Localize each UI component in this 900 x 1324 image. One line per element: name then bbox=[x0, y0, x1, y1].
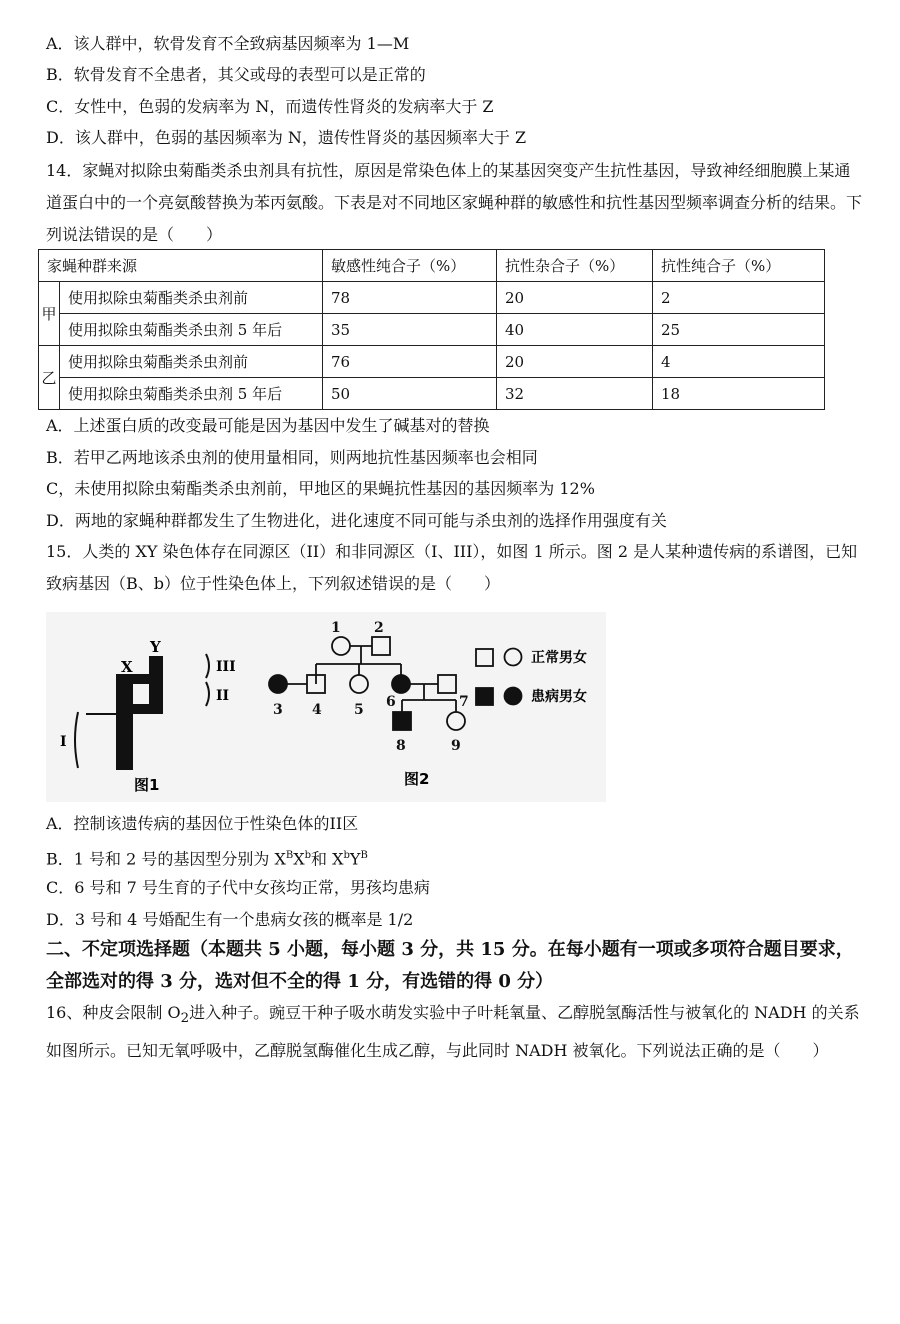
q13-option-b: B．软骨发育不全患者，其父或母的表型可以是正常的 bbox=[46, 65, 426, 84]
y-chromosome bbox=[149, 656, 163, 714]
table-cell: 4 bbox=[653, 346, 825, 378]
q15-stem: 15．人类的 XY 染色体存在同源区（II）和非同源区（I、III），如图 1 所示。图 2 是人某种遗传病的系谱图，已知致病基因（B、b）位于性染色体上，下列叙述错误的是（ ） bbox=[46, 542, 858, 593]
superscript: b bbox=[304, 850, 312, 861]
q13-option-d: D．该人群中，色弱的基因频率为 N，遗传性肾炎的基因频率大于 Z bbox=[46, 128, 527, 147]
q15-option-d: D．3 号和 4 号婚配生有一个患病女孩的概率是 1/2 bbox=[46, 910, 414, 929]
individual-9 bbox=[447, 712, 465, 730]
table-cell: 2 bbox=[653, 282, 825, 314]
individual-5 bbox=[350, 675, 368, 693]
label-6: 6 bbox=[386, 694, 396, 710]
q14-option-b: B．若甲乙两地该杀虫剂的使用量相同，则两地抗性基因频率也会相同 bbox=[46, 448, 538, 467]
figure-svg bbox=[46, 612, 606, 802]
legend-normal-female bbox=[505, 649, 522, 666]
table-cell: 20 bbox=[497, 282, 653, 314]
legend-normal-male bbox=[476, 649, 493, 666]
superscript: B bbox=[285, 850, 294, 861]
text-segment: Y bbox=[349, 849, 361, 869]
table-header: 家蝇种群来源 bbox=[39, 250, 323, 282]
table-cell: 使用拟除虫菊酯类杀虫剂 5 年后 bbox=[60, 378, 323, 410]
table-cell: 35 bbox=[323, 314, 497, 346]
table-row bbox=[39, 314, 825, 346]
legend-affected-female bbox=[505, 688, 522, 705]
pedigree-chart bbox=[269, 637, 522, 730]
q15-option-b bbox=[46, 846, 368, 869]
fig1-caption: 图1 bbox=[134, 776, 160, 794]
region-i-brace bbox=[75, 712, 78, 768]
table-cell: 使用拟除虫菊酯类杀虫剂前 bbox=[60, 282, 323, 314]
table-cell: 76 bbox=[323, 346, 497, 378]
q15-figure bbox=[46, 612, 606, 802]
legend-affected-male bbox=[476, 688, 493, 705]
text-segment: 进入种子。豌豆干种子吸水萌发实验中子叶耗氧量、乙醇脱氢酶活性与被氧化的 NADH 的关系如图所示。已知无氧呼吸中，乙醇脱氢酶催化生成乙醇，与此同时 NADH 被氧化。下列说法正确的是（ ） bbox=[46, 1003, 860, 1061]
subscript: 2 bbox=[180, 1011, 190, 1027]
table-cell: 50 bbox=[323, 378, 497, 410]
table-header: 抗性杂合子（%） bbox=[497, 250, 653, 282]
region-cell: 甲 bbox=[39, 282, 60, 346]
table-header-row bbox=[39, 250, 825, 282]
legend-affected-label: 患病男女 bbox=[531, 689, 587, 705]
region-iii-brace bbox=[206, 654, 209, 678]
region-ii-brace bbox=[206, 682, 209, 706]
table-cell: 25 bbox=[653, 314, 825, 346]
table-header: 抗性纯合子（%） bbox=[653, 250, 825, 282]
q14-option-c: C，未使用拟除虫菊酯类杀虫剂前，甲地区的果蝇抗性基因的基因频率为 12% bbox=[46, 479, 595, 498]
superscript: B bbox=[360, 850, 368, 861]
label-1: 1 bbox=[331, 620, 341, 636]
chromosome-link bbox=[133, 704, 149, 714]
section-2-heading: 二、不定项选择题（本题共 5 小题，每小题 3 分，共 15 分。在每小题有一项或多项符合题目要求，全部选对的得 3 分，选对但不全的得 1 分，有选错的得 0 分） bbox=[46, 939, 854, 992]
region-iii-label: III bbox=[216, 659, 236, 675]
region-cell: 乙 bbox=[39, 346, 60, 410]
individual-6 bbox=[392, 675, 410, 693]
y-label: Y bbox=[150, 638, 161, 656]
text-segment: 和 X bbox=[311, 849, 344, 869]
label-2: 2 bbox=[374, 620, 384, 636]
q14-option-d: D．两地的家蝇种群都发生了生物进化，进化速度不同可能与杀虫剂的选择作用强度有关 bbox=[46, 511, 667, 530]
pedigree-labels bbox=[273, 620, 469, 754]
label-3: 3 bbox=[273, 702, 283, 718]
table-cell: 78 bbox=[323, 282, 497, 314]
text-segment: 16、种皮会限制 O bbox=[46, 1003, 181, 1022]
text-segment: B．1 号和 2 号的基因型分别为 X bbox=[46, 849, 286, 869]
individual-7 bbox=[438, 675, 456, 693]
table-cell: 40 bbox=[497, 314, 653, 346]
q13-option-c: C．女性中，色弱的发病率为 N，而遗传性肾炎的发病率大于 Z bbox=[46, 97, 494, 116]
individual-3 bbox=[269, 675, 287, 693]
chromosome-link bbox=[133, 674, 149, 684]
table-row bbox=[39, 378, 825, 410]
superscript: b bbox=[343, 850, 350, 861]
label-4: 4 bbox=[312, 702, 322, 718]
q14-data-table bbox=[38, 249, 825, 410]
individual-8 bbox=[393, 712, 411, 730]
x-label: X bbox=[121, 658, 133, 676]
q16-stem bbox=[46, 997, 866, 1067]
individual-2 bbox=[372, 637, 390, 655]
table-cell: 32 bbox=[497, 378, 653, 410]
table-cell: 20 bbox=[497, 346, 653, 378]
x-chromosome bbox=[116, 674, 133, 770]
q14-option-a: A．上述蛋白质的改变最可能是因为基因中发生了碱基对的替换 bbox=[46, 416, 490, 435]
label-5: 5 bbox=[354, 702, 364, 718]
label-9: 9 bbox=[451, 738, 461, 754]
q13-option-a: A．该人群中，软骨发育不全致病基因频率为 1—M bbox=[46, 34, 410, 53]
table-cell: 使用拟除虫菊酯类杀虫剂 5 年后 bbox=[60, 314, 323, 346]
label-8: 8 bbox=[396, 738, 406, 754]
table-cell: 18 bbox=[653, 378, 825, 410]
q14-stem: 14．家蝇对拟除虫菊酯类杀虫剂具有抗性，原因是常染色体上的某基因突变产生抗性基因，导致神经细胞膜上某通道蛋白中的一个亮氨酸替换为苯丙氨酸。下表是对不同地区家蝇种群的敏感性和抗性基因型频率调查分析的结果。下列说法错误的是（ ） bbox=[46, 161, 863, 244]
table-cell: 使用拟除虫菊酯类杀虫剂前 bbox=[60, 346, 323, 378]
legend-normal-label: 正常男女 bbox=[531, 650, 587, 666]
q15-option-a: A．控制该遗传病的基因位于性染色体的II区 bbox=[46, 814, 359, 833]
region-i-label: I bbox=[60, 734, 67, 750]
table-header: 敏感性纯合子（%） bbox=[323, 250, 497, 282]
fig2-caption: 图2 bbox=[404, 770, 430, 788]
individual-1 bbox=[332, 637, 350, 655]
q15-option-c: C．6 号和 7 号生育的子代中女孩均正常，男孩均患病 bbox=[46, 878, 430, 897]
region-ii-label: II bbox=[216, 688, 230, 704]
table-row bbox=[39, 282, 825, 314]
label-7: 7 bbox=[459, 694, 469, 710]
text-segment: X bbox=[293, 849, 305, 869]
chromosome-diagram bbox=[60, 638, 236, 794]
table-row bbox=[39, 346, 825, 378]
